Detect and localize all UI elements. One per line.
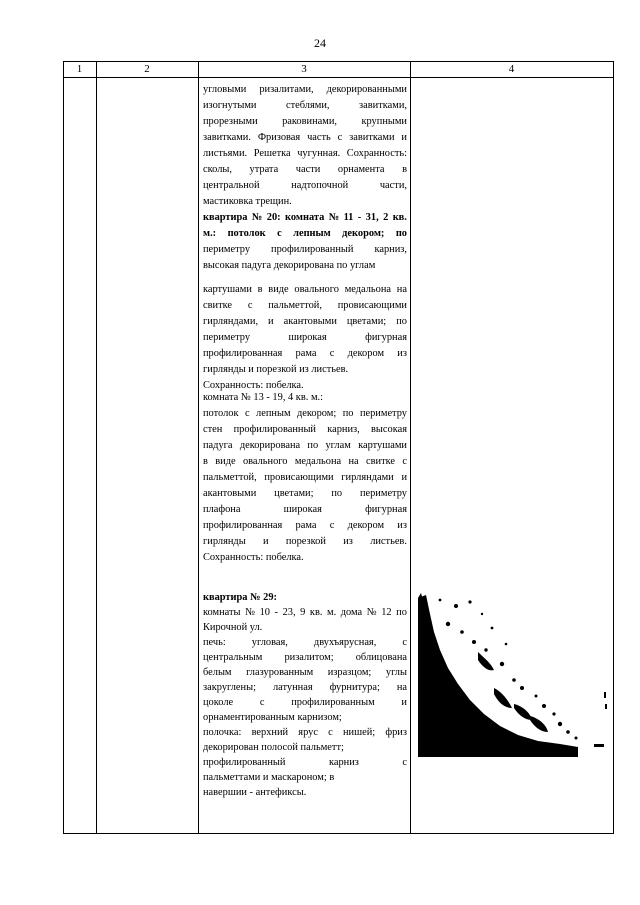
- description-line: пальметтой, провисающими гирляндами и: [203, 472, 407, 483]
- description-line: центральным ризалитом; облицована: [203, 652, 407, 663]
- description-line: комнаты № 10 - 23, 9 кв. м. дома № 12 по: [203, 607, 407, 618]
- description-line: прорезными раковинами, крупными: [203, 116, 407, 127]
- description-line: белым глазурованным изразцом; углы: [203, 667, 407, 678]
- description-line: высокая падуга декорирована по углам: [203, 260, 376, 271]
- description-line: мастиковка трещин.: [203, 196, 292, 207]
- description-line: акантовыми цветами; по периметру: [203, 488, 407, 499]
- description-line: в виде овального медальона на свитке с: [203, 456, 407, 467]
- description-line: потолок с лепным декором; по периметру: [203, 408, 407, 419]
- description-line: гирляндами, и акантовыми цветами; по: [203, 316, 407, 327]
- description-line: Кирочной ул.: [203, 622, 263, 633]
- page-number: 24: [314, 36, 326, 50]
- description-line: декорирован полосой пальметт;: [203, 742, 344, 753]
- description-line: квартира № 20: комната № 11 - 31, 2 кв.: [203, 212, 407, 223]
- description-line: квартира № 29:: [203, 592, 277, 603]
- column-header-2: 2: [144, 63, 150, 75]
- description-line: гирлянды и порезкой из листьев.: [203, 364, 349, 375]
- description-line: картушами в виде овального медальона на: [203, 284, 407, 295]
- description-line: Сохранность: побелка.: [203, 380, 304, 391]
- description-line: закруглены; латунная фурнитура; на: [203, 682, 407, 693]
- column-header-3: 3: [301, 63, 307, 75]
- description-line: завитками. Фризовая часть с завитками и: [203, 132, 407, 143]
- description-line: навершии - антефиксы.: [203, 787, 307, 798]
- description-line: цоколе с профилированным и: [203, 697, 407, 708]
- description-line: центральной надтопочной части,: [203, 180, 407, 191]
- description-line: Сохранность: побелка.: [203, 552, 304, 563]
- description-line: пальметтами и маскароном; в: [203, 772, 335, 783]
- description-line: м.: потолок с лепным декором; по: [203, 228, 407, 239]
- description-line: плафона широкая фигурная: [203, 504, 407, 515]
- description-line: изогнутыми стеблями, завитками,: [203, 100, 407, 111]
- description-line: периметру широкая фигурная: [203, 332, 407, 343]
- description-line: профилированная рама с декором из: [203, 520, 407, 531]
- description-line: падуга декорирована по углам картушами: [203, 440, 407, 451]
- description-line: полочка: верхний ярус с нишей; фриз: [203, 727, 407, 738]
- description-line: профилированный карниз с: [203, 757, 407, 768]
- description-line: листьями. Решетка чугунная. Сохранность:: [203, 148, 407, 159]
- column-header-4: 4: [508, 63, 515, 75]
- description-line: профилированная рама с декором из: [203, 348, 407, 359]
- description-line: угловыми ризалитами, декорированными: [203, 84, 407, 95]
- description-line: гирлянды и порезкой из листьев.: [203, 536, 407, 547]
- description-line: орнаментированным карнизом;: [203, 712, 342, 723]
- description-line: комната № 13 - 19, 4 кв. м.:: [203, 392, 324, 403]
- description-line: стен профилированный карниз, высокая: [203, 424, 407, 435]
- stove-photo-image: [418, 592, 610, 757]
- description-table: [63, 61, 614, 834]
- description-line: сколы, утрата части орнамента в: [203, 164, 407, 175]
- column-header-1: 1: [76, 63, 83, 75]
- description-line: печь: угловая, двухъярусная, с: [203, 637, 407, 648]
- description-line: периметру профилированный карниз,: [203, 244, 407, 255]
- description-line: свитке с пальметтой, провисающими: [203, 300, 407, 311]
